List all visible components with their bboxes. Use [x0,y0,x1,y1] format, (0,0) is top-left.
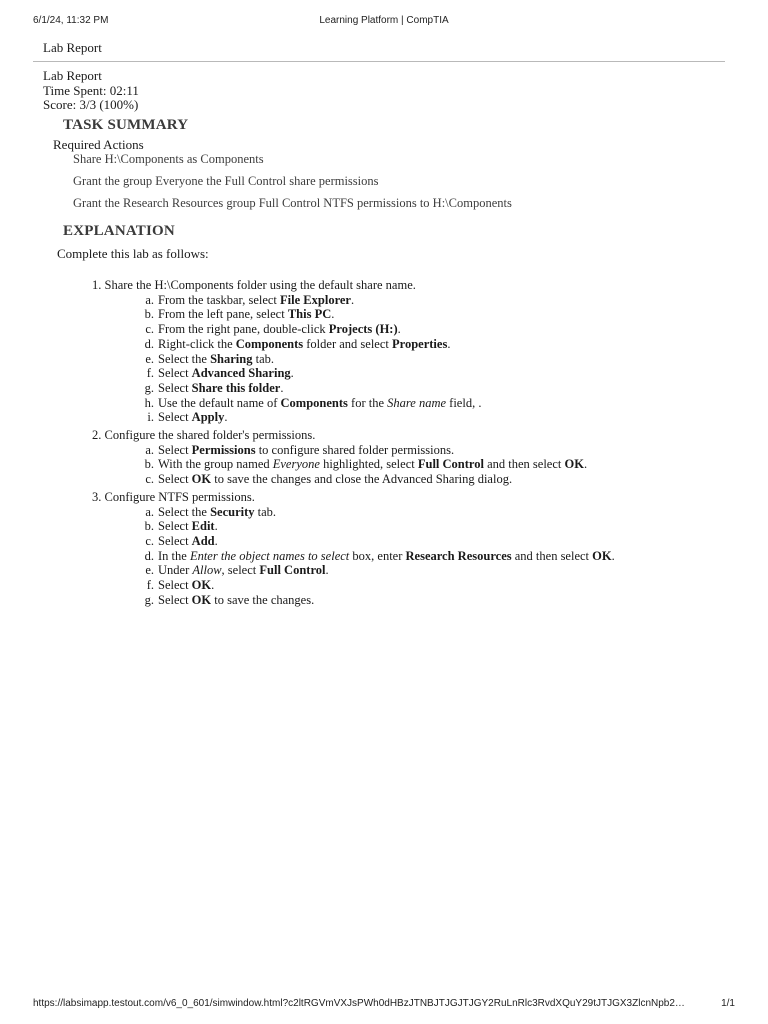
field-term: Share name [387,395,447,410]
instruction-text: . [350,292,355,307]
sub-step [142,366,615,381]
ui-term: Permissions [191,442,256,457]
ui-term: Add [191,533,215,548]
sub-step [142,472,615,487]
sub-step [142,337,615,352]
sub-step [142,519,615,534]
field-term: Allow [192,563,222,578]
instruction-text: . [214,533,218,548]
instruction-text: From the taskbar, select [158,292,281,307]
print-date: 6/1/24, 11:32 PM [33,15,109,26]
sub-step [142,457,615,472]
sub-step-letter: e. [145,351,154,366]
instruction-text: tab. [254,504,277,519]
sub-step [142,307,615,322]
instruction-text: In the [158,548,190,563]
sub-step-letter: c. [145,322,154,337]
instruction-text: Select [158,442,192,457]
report-label: Lab Report [43,68,102,83]
sub-step-letter: b. [144,519,154,534]
instruction-text: . [214,519,218,534]
ui-term: Projects (H:) [328,322,398,337]
instruction-text: . [331,307,335,322]
sub-step [142,549,615,564]
instruction-text: Select [158,380,192,395]
field-term: Enter the object names to select [189,548,350,563]
instruction-text: for the [347,395,388,410]
task-summary-heading: TASK SUMMARY [63,117,189,133]
sub-step-letter: b. [144,307,154,322]
instruction-text: . [224,410,228,425]
required-action: Grant the group Everyone the Full Control share permissions [73,174,379,188]
step-title: 1. Share the H:\Components folder using the default share name. [92,278,416,292]
instruction-text: . [583,457,588,472]
sub-step [142,578,615,593]
sub-step [142,322,615,337]
ui-term: OK [191,592,212,607]
sub-step [142,534,615,549]
instruction-text: . [290,366,294,381]
instruction-text: Select [158,533,192,548]
instruction-text: box, enter [349,548,406,563]
instruction-text: Right-click the [158,336,236,351]
required-actions-label: Required Actions [53,137,144,152]
print-header [33,15,735,29]
sub-step-letter: f. [146,578,154,593]
instruction-text: With the group named [158,457,273,472]
sub-step [142,443,615,458]
sub-step-letter: a. [145,504,154,519]
sub-step [142,352,615,367]
instruction-text: folder and select [303,336,392,351]
sub-step [142,505,615,520]
ui-term: OK [191,472,212,487]
print-title: Learning Platform | CompTIA [319,15,449,26]
explanation-heading: EXPLANATION [63,223,175,239]
ui-term: Components [280,395,348,410]
required-action: Grant the Research Resources group Full Control NTFS permissions to H:\Components [73,196,512,210]
sub-step-letter: b. [144,457,154,472]
instruction-text: Select [158,410,192,425]
instruction-text: . [611,548,615,563]
page-title: Lab Report [43,40,102,55]
explanation-intro: Complete this lab as follows: [57,246,209,261]
sub-step-letter: h. [144,395,154,410]
print-footer [33,998,735,1012]
instruction-text: to configure shared folder permissions. [255,442,455,457]
instruction-text: to save the changes and close the Advanced Sharing dialog. [211,472,513,487]
ui-term: OK [564,457,584,472]
step [92,428,615,487]
sub-step [142,410,615,425]
sub-step-letter: i. [147,410,154,425]
instruction-text: field, . [446,395,482,410]
instruction-text: . [280,380,284,395]
ui-term: Components [235,336,304,351]
instruction-text: Select the [158,504,211,519]
divider [33,61,725,62]
ui-term: Share this folder [191,380,281,395]
instruction-text: Use the default name of [158,395,281,410]
sub-step-letter: g. [144,380,154,395]
instruction-text: tab. [252,351,274,366]
ui-term: Research Resources [405,548,512,563]
step-title: 3. Configure NTFS permissions. [92,489,255,504]
sub-step-letter: a. [145,292,154,307]
ui-term: Security [210,504,255,519]
sub-step-letter: d. [144,548,154,563]
sub-step [142,293,615,308]
field-term: Everyone [272,457,320,472]
instruction-text: Select [158,472,192,487]
instruction-text: From the right pane, double-click [158,322,329,337]
instruction-text: . [325,563,329,578]
required-action: Share H:\Components as Components [73,152,264,166]
sub-step [142,396,615,411]
sub-step-letter: c. [145,472,154,487]
instruction-text: . [397,322,401,337]
ui-term: Edit [191,519,215,534]
instruction-text: . [211,578,215,593]
ui-term: Properties [392,336,448,351]
instruction-text: . [447,336,451,351]
sub-step-letter: d. [144,336,154,351]
instruction-text: Select [158,519,192,534]
page-url: https://labsimapp.testout.com/v6_0_601/simwindow.html?c2ltRGVmVXJsPWh0dHBzJTNBJTJGJTJGY2RuLnRlc3RvdXQuY29tJTJGX3ZlcnNpb2… [33,998,685,1009]
time-spent: Time Spent: 02:11 [43,82,139,98]
step [92,490,615,608]
ui-term: Apply [191,410,225,425]
ui-term: Full Control [259,563,326,578]
report-meta [43,69,139,113]
score: Score: 3/3 (100%) [43,97,139,113]
ui-term: Sharing [210,351,253,366]
instruction-text: Select the [158,351,211,366]
instruction-text: and then select [483,457,565,472]
ui-term: Full Control [417,457,484,472]
sub-step [142,563,615,578]
page-number: 1/1 [721,998,735,1009]
instruction-text: Under [158,563,193,578]
instruction-text: Select [158,592,192,607]
sub-step-letter: e. [145,563,154,578]
steps-list [92,278,615,610]
instruction-text: highlighted, select [319,457,418,472]
sub-step-letter: f. [146,366,154,381]
instruction-text: , select [221,563,260,578]
ui-term: OK [592,548,612,563]
sub-step-letter: a. [145,442,154,457]
instruction-text: From the left pane, select [158,307,288,322]
ui-term: This PC [287,307,332,322]
instruction-text: and then select [511,548,593,563]
instruction-text: to save the changes. [211,592,315,607]
sub-step [142,381,615,396]
ui-term: Advanced Sharing [191,366,291,381]
ui-term: File Explorer [280,292,351,307]
sub-step-letter: g. [144,592,154,607]
instruction-text: Select [158,366,192,381]
sub-step-letter: c. [145,533,154,548]
step [92,278,615,425]
step-title: 2. Configure the shared folder's permissions. [92,428,316,443]
ui-term: OK [191,578,212,593]
instruction-text: Select [158,578,192,593]
sub-step [142,593,615,608]
